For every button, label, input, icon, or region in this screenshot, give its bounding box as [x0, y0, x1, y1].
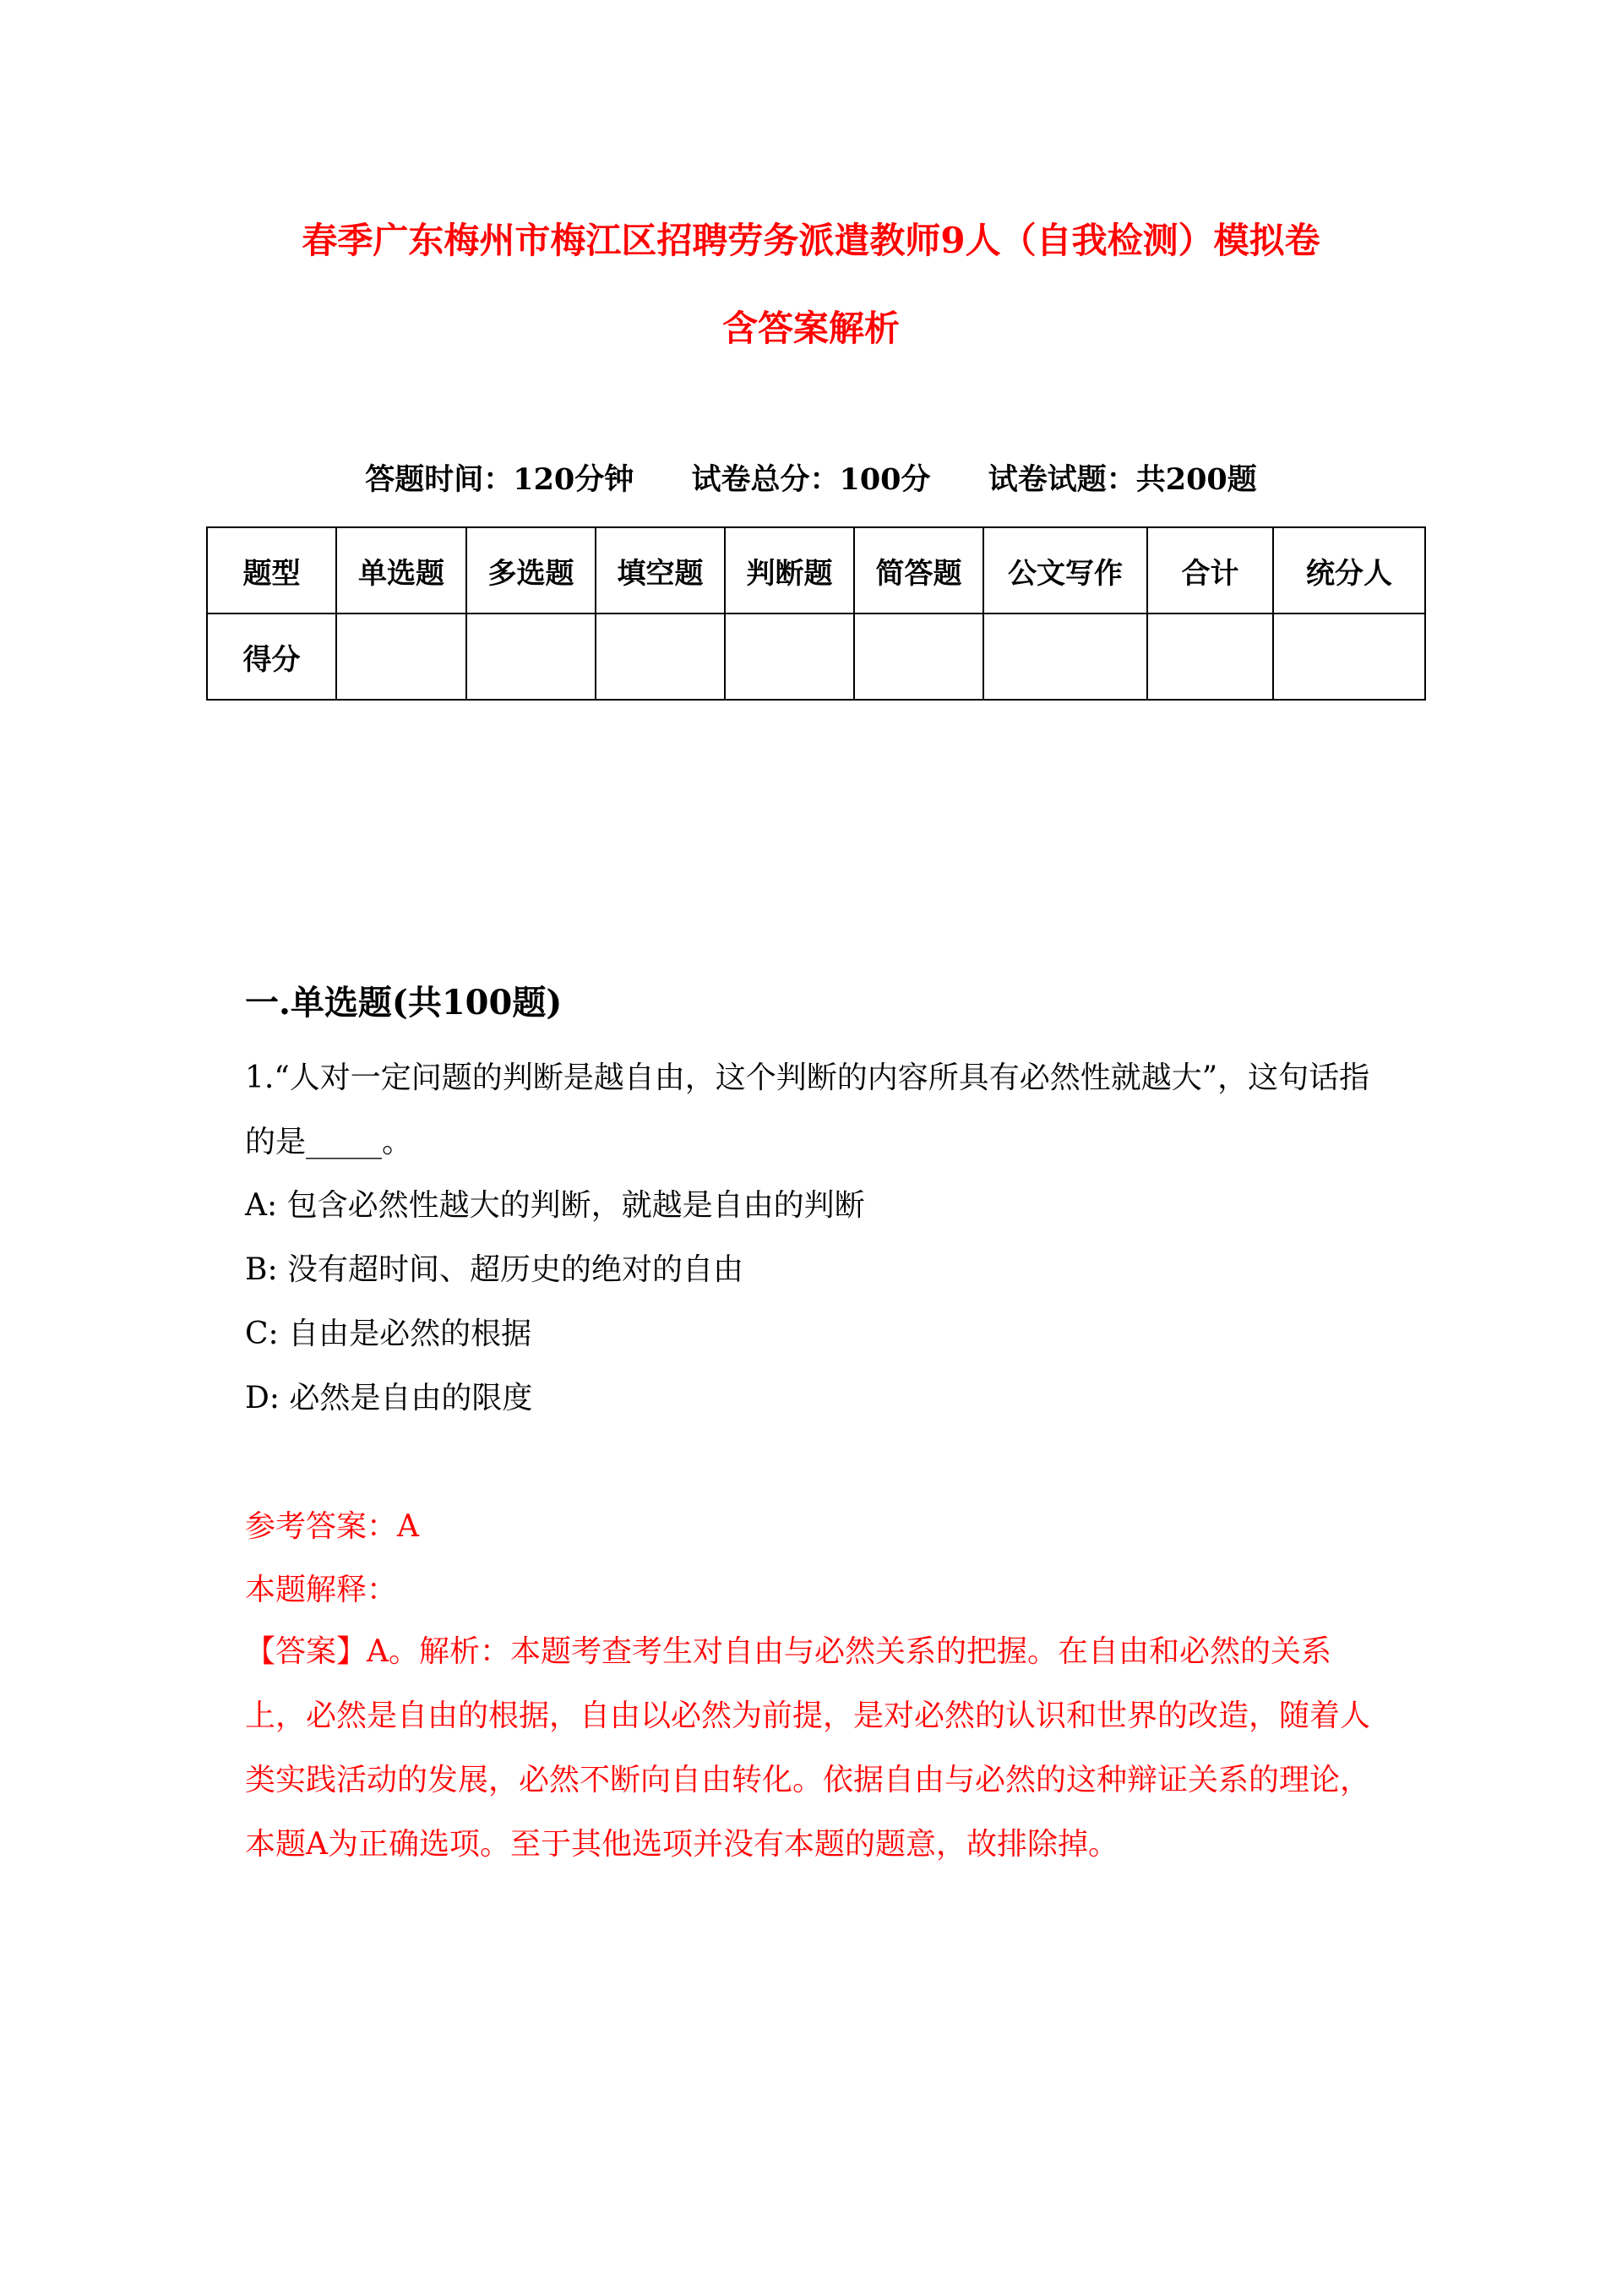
score-cell: [466, 614, 596, 700]
question-text: 1.“人对一定问题的判断是越自由，这个判断的内容所具有必然性就越大”，这句话指的是_____。: [245, 1061, 1370, 1159]
table-header-cell: 填空题: [596, 527, 725, 614]
option-c: C: 自由是必然的根据: [245, 1317, 532, 1351]
exam-info: [0, 456, 1622, 499]
explanation-label: 本题解释：: [245, 1573, 398, 1607]
table-header-cell: 判断题: [725, 527, 854, 614]
option-d: D: 必然是自由的限度: [245, 1381, 533, 1415]
score-cell: [596, 614, 725, 700]
document-subtitle: 含答案解析: [721, 308, 900, 349]
option-b: B: 没有超时间、超历史的绝对的自由: [245, 1252, 744, 1287]
score-cell: [1147, 614, 1273, 700]
table-header-cell: 多选题: [466, 527, 596, 614]
reference-answer: 参考答案：A: [245, 1509, 419, 1544]
table-header-cell: 合计: [1147, 527, 1273, 614]
score-table-row: [207, 614, 1425, 700]
exam-total-score: 试卷总分：100分: [691, 462, 931, 497]
score-cell: [336, 614, 466, 700]
exam-question-count: 试卷试题：共200题: [988, 462, 1257, 497]
score-cell: [854, 614, 983, 700]
table-header-cell: 简答题: [854, 527, 983, 614]
answer-explanation: 【答案】A。解析：本题考查考生对自由与必然关系的把握。在自由和必然的关系上，必然是自由的根据，自由以必然为前提，是对必然的认识和世界的改造，随着人类实践活动的发展，必然不断向自由转化。依据自由与必然的这种辩证关系的理论，本题A为正确选项。至于其他选项并没有本题的题意，故排除掉。: [245, 1634, 1371, 1862]
table-header-cell: 题型: [207, 527, 336, 614]
score-cell: [983, 614, 1147, 700]
section-heading: 一.单选题(共100题): [245, 983, 563, 1023]
document-title: 春季广东梅州市梅江区招聘劳务派遣教师9人（自我检测）模拟卷: [302, 220, 1320, 261]
score-cell: [725, 614, 854, 700]
option-a: A: 包含必然性越大的判断，就越是自由的判断: [245, 1188, 865, 1223]
score-table-header-row: [207, 527, 1425, 614]
table-row-label: 得分: [207, 614, 336, 700]
score-table: [206, 526, 1426, 701]
table-header-cell: 统分人: [1273, 527, 1425, 614]
table-header-cell: 公文写作: [983, 527, 1147, 614]
exam-time: 答题时间：120分钟: [365, 462, 634, 497]
table-header-cell: 单选题: [336, 527, 466, 614]
score-cell: [1273, 614, 1425, 700]
